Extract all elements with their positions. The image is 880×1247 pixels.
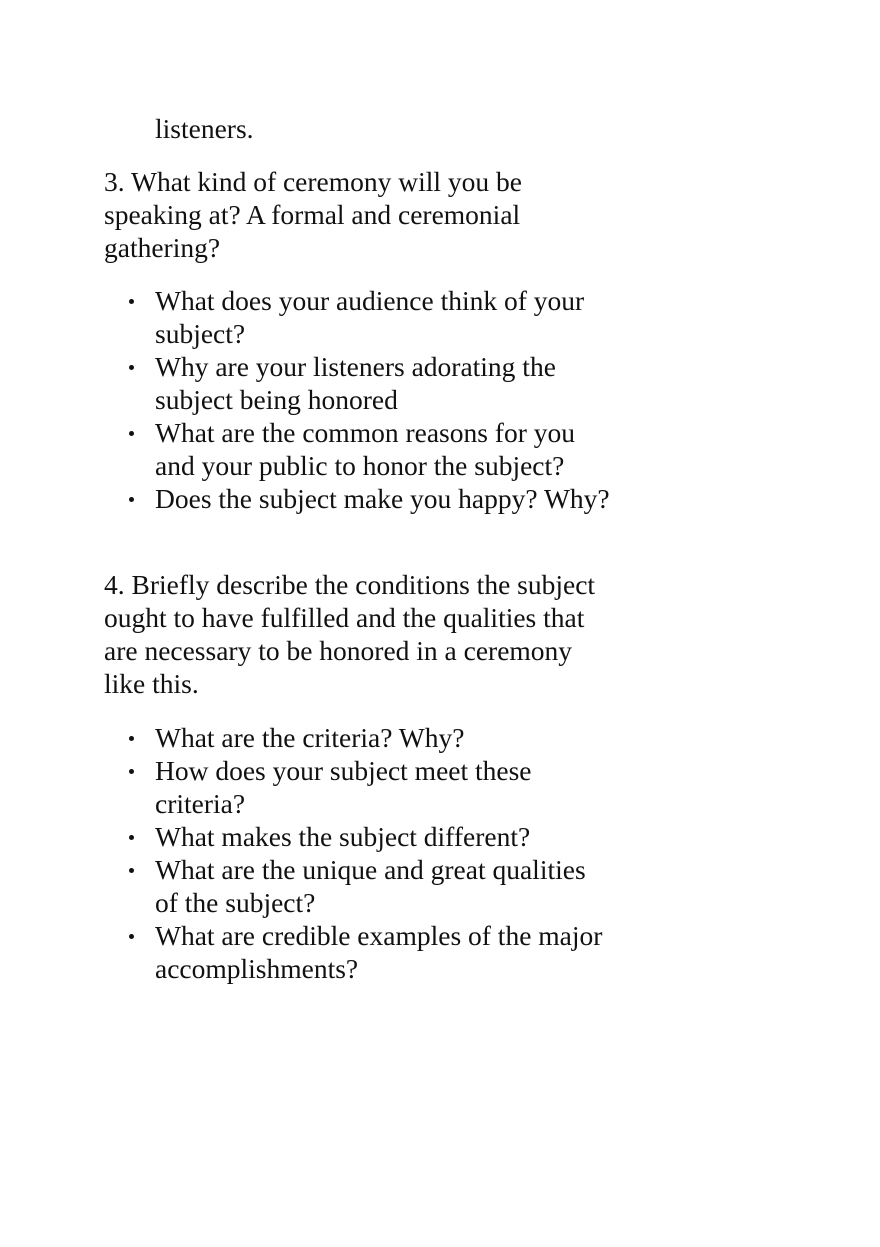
list-item [0, 284, 615, 350]
list-item [0, 754, 615, 820]
list-item-text: What does your audience think of your subject? [155, 285, 585, 349]
list-item-text: What are the criteria? Why? [155, 722, 465, 753]
list-item [0, 721, 615, 754]
bullet-icon [129, 497, 134, 502]
bullet-icon [129, 736, 134, 741]
question-3-bullet-list [0, 284, 615, 515]
bullet-icon [129, 365, 134, 370]
list-item-text: What are the common reasons for you and your public to honor the subject? [155, 417, 575, 481]
bullet-icon [129, 868, 134, 873]
list-item-text: How does your subject meet these criteria? [155, 755, 532, 819]
list-item [0, 416, 615, 482]
list-item [0, 820, 615, 853]
bullet-icon [129, 769, 134, 774]
bullet-icon [129, 431, 134, 436]
list-item-text: Does the subject make you happy? Why? [155, 483, 610, 514]
bullet-icon [129, 835, 134, 840]
list-item-text: What are the unique and great qualities of the subject? [155, 854, 586, 918]
list-item-text: What makes the subject different? [155, 821, 531, 852]
list-item [0, 350, 615, 416]
question-4-bullet-list [0, 721, 615, 985]
list-item-text: Why are your listeners adorating the subject being honored [155, 351, 556, 415]
list-item [0, 482, 615, 515]
list-item-text: What are credible examples of the major accomplishments? [155, 920, 603, 984]
question-4-heading: 4. Briefly describe the conditions the subject ought to have fulfilled and the qualities that are necessary to be honored in a ceremony like this. [104, 569, 596, 699]
list-item [0, 919, 615, 985]
question-3-heading: 3. What kind of ceremony will you be speaking at? A formal and ceremonial gathering? [104, 166, 523, 263]
bullet-icon [129, 299, 134, 304]
bullet-icon [129, 934, 134, 939]
continuation-text: listeners. [155, 113, 254, 144]
list-item [0, 853, 615, 919]
